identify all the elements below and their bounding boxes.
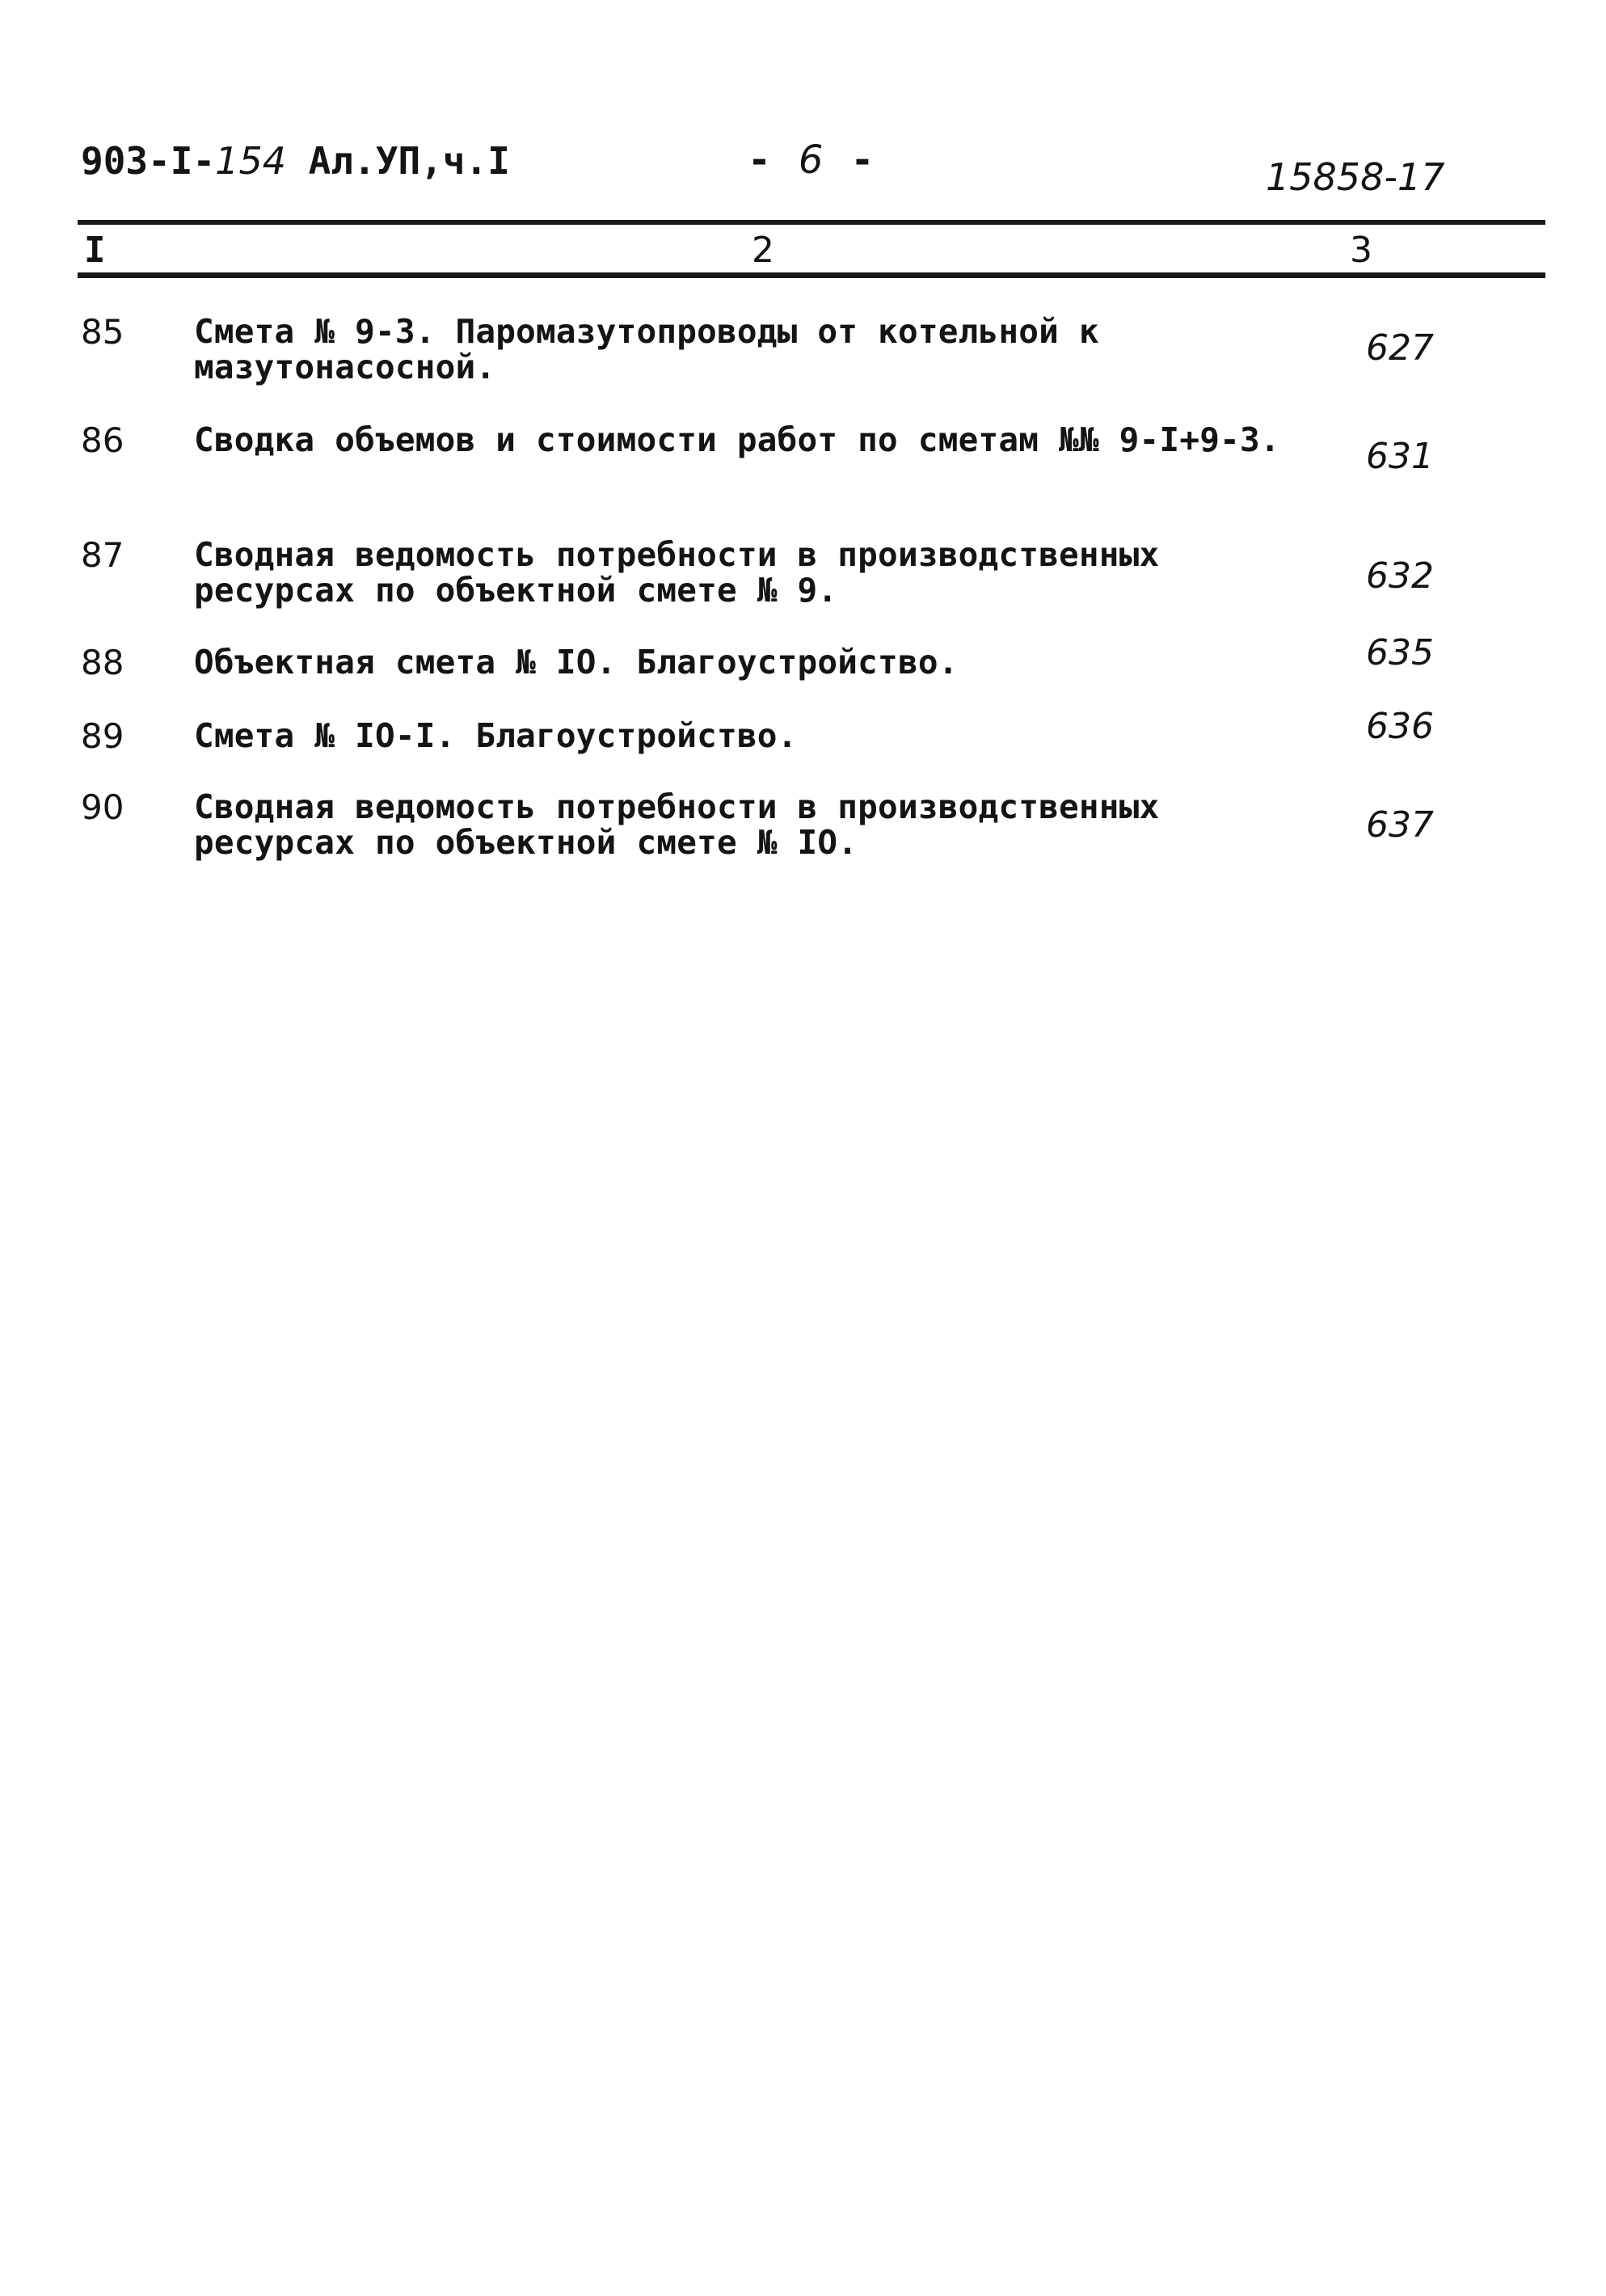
row-number: 88 <box>81 643 124 682</box>
row-description: Смета № IO-I. Благоустройство. <box>194 716 798 755</box>
page-number-value: 6 <box>798 137 824 183</box>
row-number: 85 <box>81 312 124 352</box>
row-description: Смета № 9-3. Паромазутопроводы от котельной к мазутонасосной. <box>194 312 1099 386</box>
row-description: Сводная ведомость потребности в производственных ресурсах по объектной смете № 9. <box>194 535 1160 610</box>
page-number-dash-left: - <box>748 137 771 183</box>
page-number <box>748 137 874 183</box>
row-page-ref: 631 <box>1366 436 1434 477</box>
row-page-ref: 636 <box>1366 706 1434 747</box>
row-description: Сводная ведомость потребности в производственных ресурсах по объектной смете № IO. <box>194 787 1160 862</box>
row-page-ref: 635 <box>1366 632 1434 673</box>
table-top-rule <box>78 220 1545 225</box>
table-header-rule <box>78 272 1545 278</box>
document-code-prefix: 903-I- <box>81 139 216 183</box>
row-number: 87 <box>81 535 124 575</box>
row-number: 86 <box>81 420 124 460</box>
column-header-3: 3 <box>1350 230 1372 271</box>
document-code-suffix: Ал.УП,ч.I <box>285 139 510 183</box>
row-page-ref: 637 <box>1366 804 1434 846</box>
document-code-number: 154 <box>215 139 286 183</box>
row-number: 90 <box>81 787 124 827</box>
column-header-2: 2 <box>752 230 774 271</box>
row-page-ref: 627 <box>1366 327 1434 369</box>
row-number: 89 <box>81 716 124 756</box>
column-header-1: I <box>84 230 106 271</box>
document-code <box>81 139 510 183</box>
page-number-dash-right: - <box>850 137 875 183</box>
row-page-ref: 632 <box>1366 555 1434 597</box>
row-description: Объектная смета № IO. Благоустройство. <box>194 643 959 682</box>
registry-number: 15858-17 <box>1266 155 1445 199</box>
row-description: Сводка объемов и стоимости работ по сметам №№ 9-I+9-3. <box>194 420 1280 459</box>
